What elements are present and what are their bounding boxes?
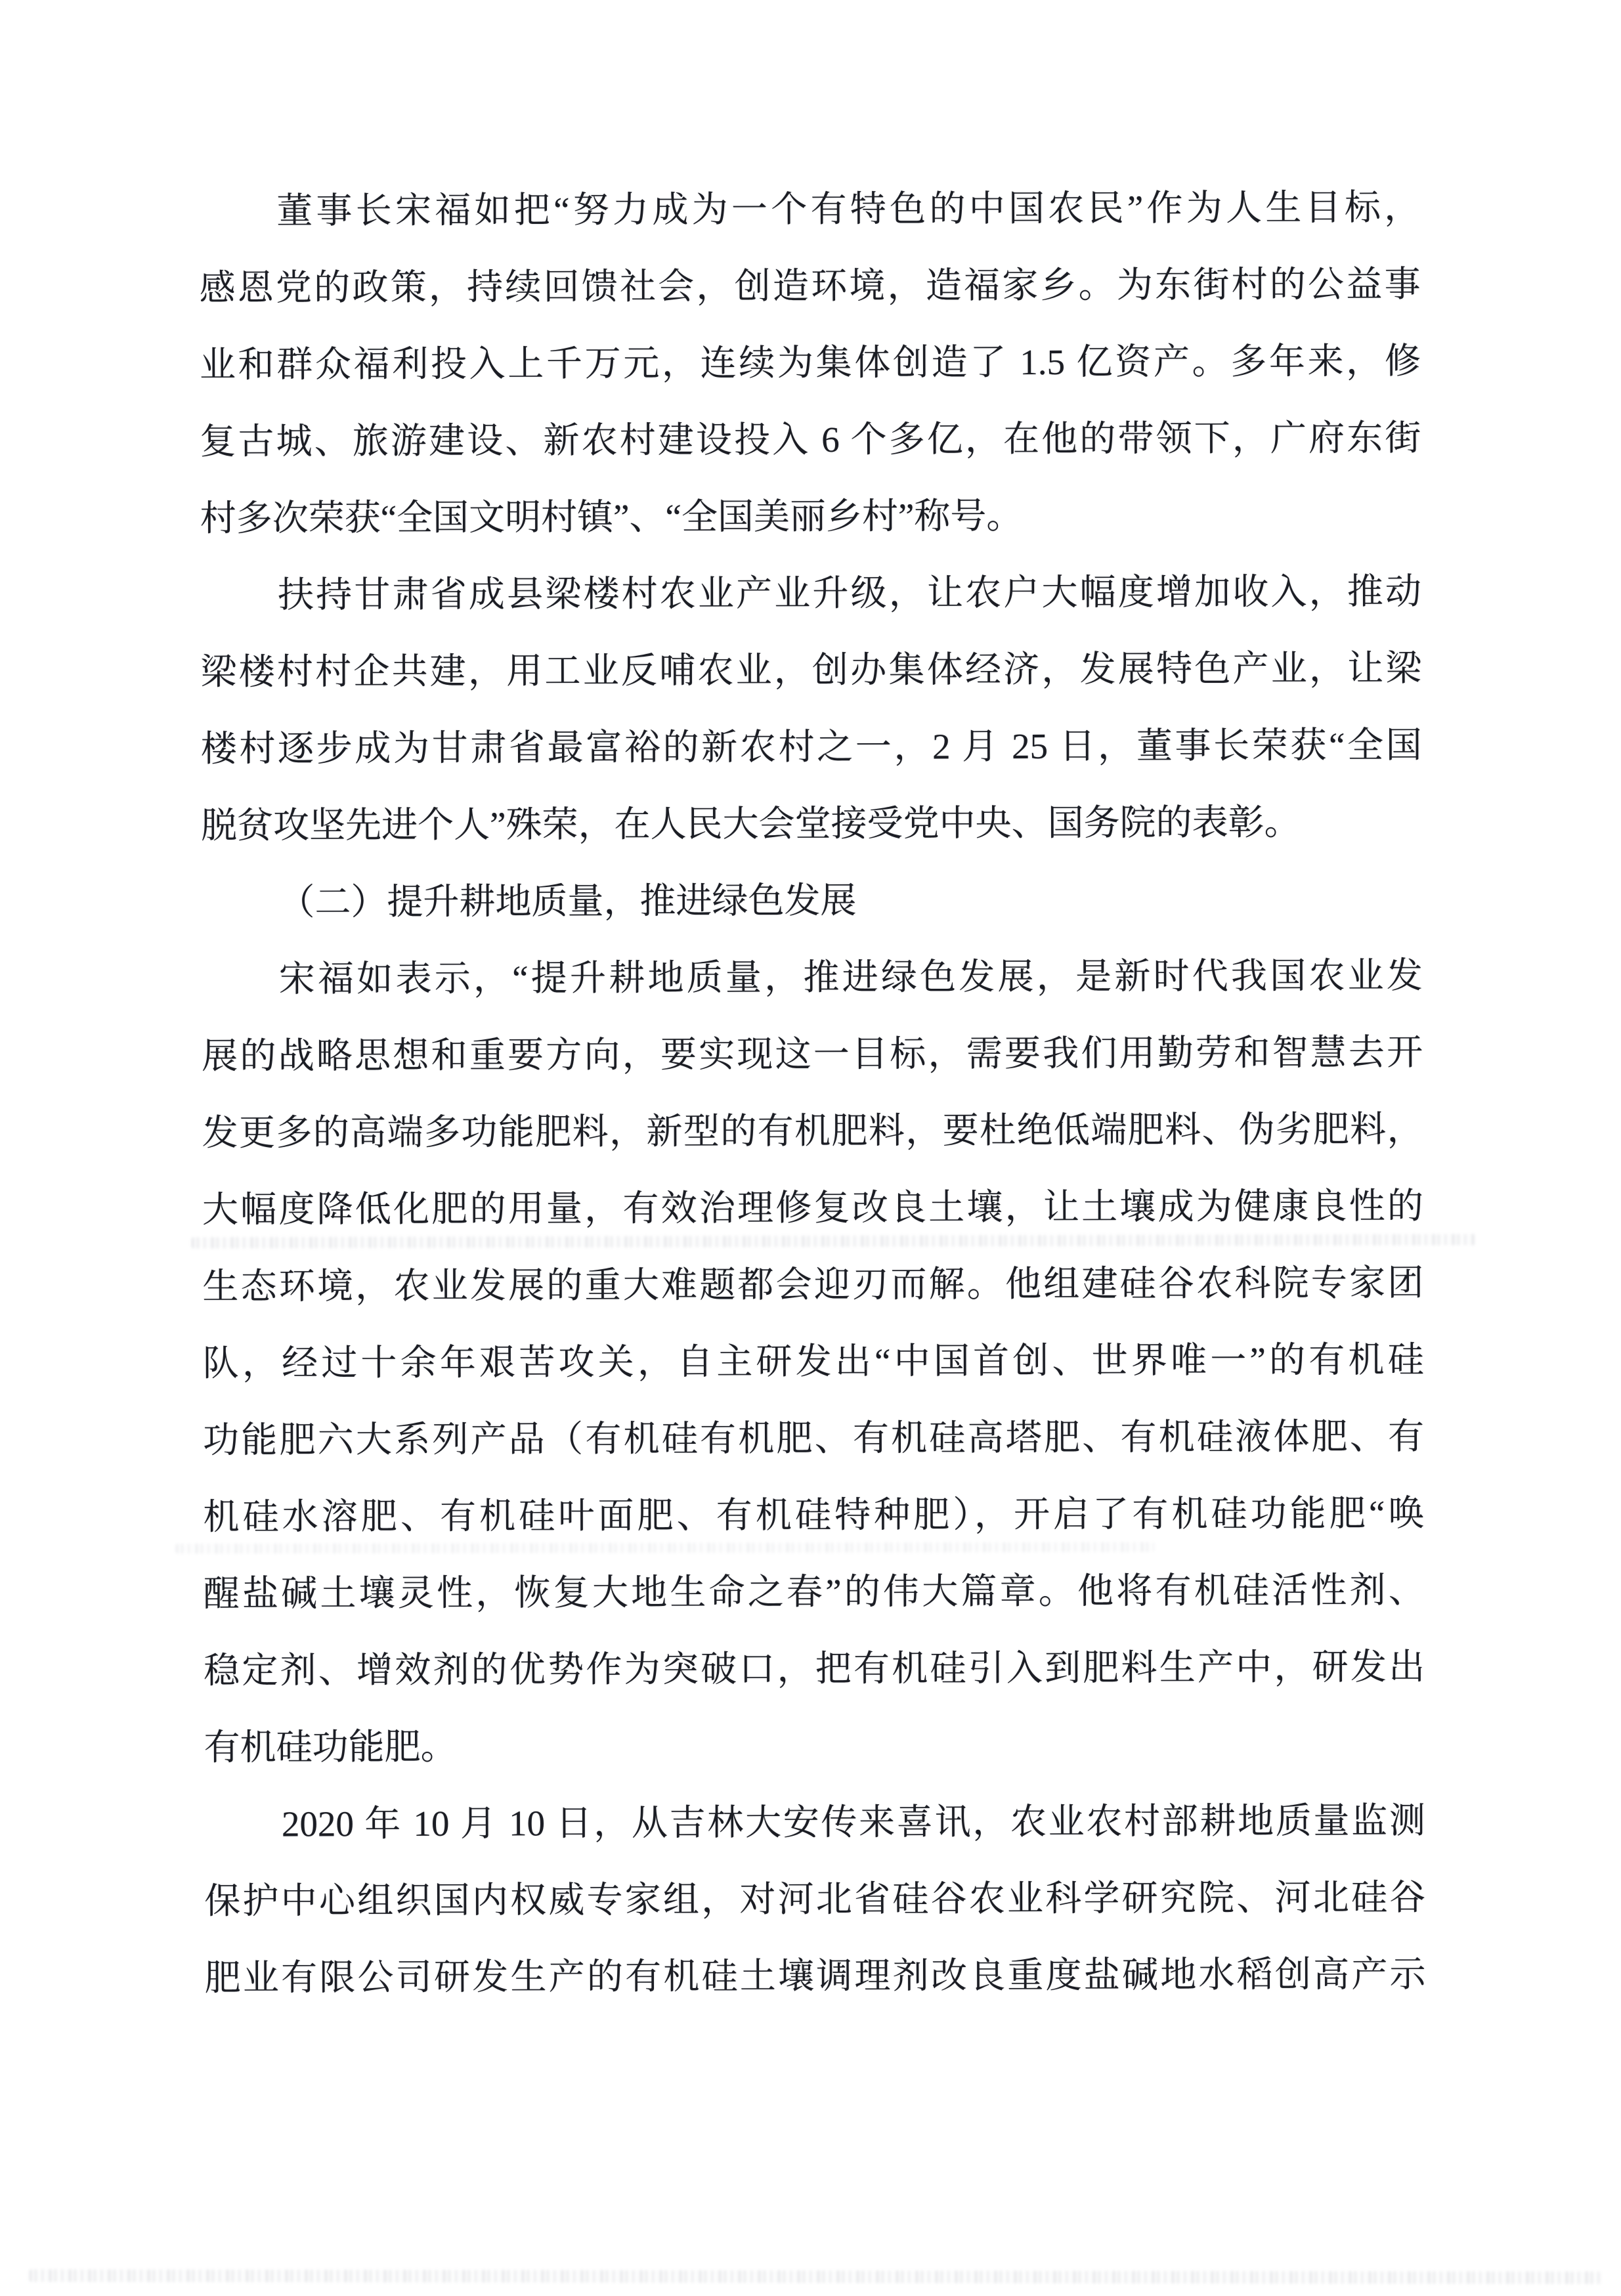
paragraph-line: 董事长宋福如把“努力成为一个有特色的中国农民”作为人生目标，	[276, 187, 1421, 231]
paragraph-line: 发更多的高端多功能肥料，新型的有机肥料，要杜绝低端肥料、伪劣肥料，	[202, 1109, 1423, 1153]
paragraph-line: 有机硅功能肥。	[204, 1726, 457, 1767]
paragraph-line: 扶持甘肃省成县梁楼村农业产业升级，让农户大幅度增加收入，推动	[277, 571, 1422, 615]
paragraph-line: 机硅水溶肥、有机硅叶面肥、有机硅特种肥），开启了有机硅功能肥“唤	[203, 1493, 1425, 1537]
scan-bleedthrough-artifact	[30, 2269, 1602, 2284]
paragraph-line: 展的战略思想和重要方向，要实现这一目标，需要我们用勤劳和智慧去开	[202, 1032, 1423, 1076]
paragraph-line: 大幅度降低化肥的用量，有效治理修复改良土壤，让土壤成为健康良性的	[202, 1186, 1424, 1230]
paragraph-line: 复古城、旅游建设、新农村建设投入 6 个多亿，在他的带领下，广府东街	[200, 418, 1421, 462]
paragraph-line: 队，经过十余年艰苦攻关，自主研发出“中国首创、世界唯一”的有机硅	[202, 1339, 1424, 1383]
paragraph-line: 感恩党的政策，持续回馈社会，创造环境，造福家乡。为东街村的公益事	[199, 264, 1421, 308]
paragraph-line: 功能肥六大系列产品（有机硅有机肥、有机硅高塔肥、有机硅液体肥、有	[202, 1416, 1425, 1460]
paragraph-line: 保护中心组织国内权威专家组，对河北省硅谷农业科学研究院、河北硅谷	[204, 1877, 1426, 1921]
section-heading: （二）提升耕地质量，推进绿色发展	[278, 880, 857, 922]
paragraph-line: 梁楼村村企共建，用工业反哺农业，创办集体经济，发展特色产业，让梁	[200, 648, 1422, 692]
paragraph-line: 肥业有限公司研发生产的有机硅土壤调理剂改良重度盐碱地水稻创高产示	[204, 1954, 1426, 1998]
paragraph-line: 宋福如表示，“提升耕地质量，推进绿色发展，是新时代我国农业发	[278, 955, 1423, 999]
paragraph-line: 楼村逐步成为甘肃省最富裕的新农村之一，2 月 25 日，董事长荣获“全国	[200, 725, 1422, 769]
document-text-block	[199, 169, 1426, 2016]
paragraph-line: 村多次荣获“全国文明村镇”、“全国美丽乡村”称号。	[200, 496, 1023, 538]
paragraph-line: 生态环境，农业发展的重大难题都会迎刃而解。他组建硅谷农科院专家团	[202, 1263, 1424, 1307]
paragraph-line: 稳定剂、增效剂的优势作为突破口，把有机硅引入到肥料生产中，研发出	[204, 1647, 1425, 1691]
paragraph-line: 脱贫攻坚先进个人”殊荣，在人民大会堂接受党中央、国务院的表彰。	[201, 802, 1301, 846]
paragraph-line: 醒盐碱土壤灵性，恢复大地生命之春”的伟大篇章。他将有机硅活性剂、	[203, 1570, 1425, 1614]
paragraph-line: 业和群众福利投入上千万元，连续为集体创造了 1.5 亿资产。多年来，修	[199, 341, 1421, 385]
paragraph-line: 2020 年 10 月 10 日，从吉林大安传来喜讯，农业农村部耕地质量监测	[281, 1800, 1425, 1844]
